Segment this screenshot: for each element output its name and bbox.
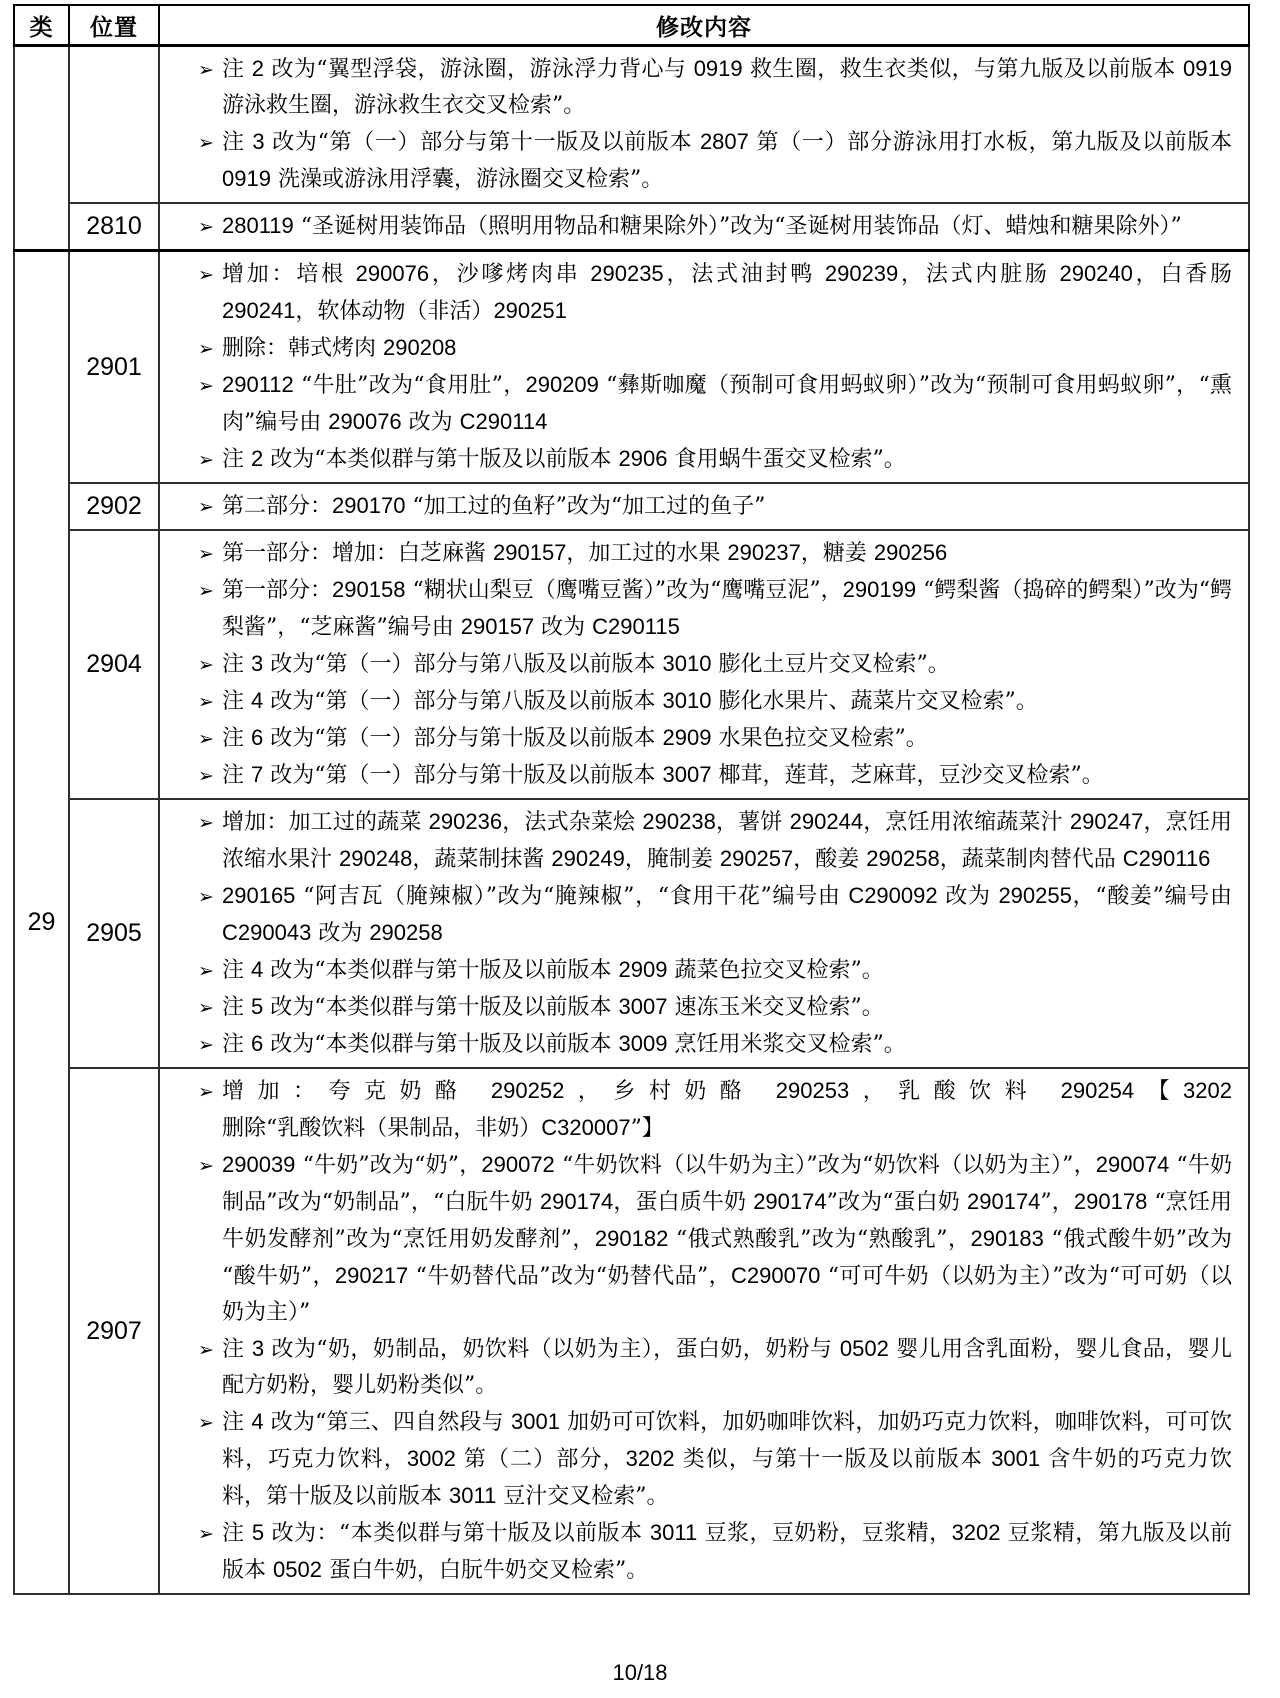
code-number: 5	[251, 994, 264, 1019]
bullet-text: 注 4 改为“第（一）部分与第八版及以前版本 3010 膨化水果片、蔬菜片交叉检索”。	[222, 688, 1038, 714]
position-cell: 2902	[69, 483, 159, 530]
code-number: 290158	[332, 577, 406, 602]
code-number: 290240	[1059, 261, 1133, 286]
arrow-bullet-icon: ➢	[198, 1523, 214, 1545]
bullet-item	[160, 535, 1232, 572]
code-number: 2909	[618, 957, 668, 982]
bullet-item	[160, 256, 1232, 330]
code-number: 3009	[618, 1031, 668, 1056]
bullet-item	[160, 51, 1232, 124]
code-number: 2906	[618, 446, 668, 471]
code-number: 3	[252, 129, 265, 154]
code-number: 290170	[332, 493, 406, 518]
bullet-text: 注 4 改为“第三、四自然段与 3001 加奶可可饮料，加奶咖啡饮料，加奶巧克力饮料，咖啡饮料，可可饮料，巧克力饮料，3002 第（二）部分，3202 类似，与第十一版及以前版本 3001 含牛奶的巧克力饮料，第十版及以前版本 3011 豆汁交叉检索”。	[222, 1409, 1233, 1509]
code-number: 6	[251, 1031, 264, 1056]
code-number: 290217	[334, 1263, 409, 1288]
code-number: 290199	[842, 577, 917, 602]
bullet-item	[160, 1515, 1232, 1589]
arrow-bullet-icon: ➢	[198, 997, 214, 1019]
code-number: C290043	[222, 920, 312, 945]
arrow-bullet-icon: ➢	[198, 728, 214, 750]
code-number: 2807	[699, 129, 749, 154]
bullet-text: 第二部分：290170 “加工过的鱼籽”改为“加工过的鱼子”	[222, 493, 766, 519]
code-number: 290249	[551, 846, 625, 871]
bullet-item	[160, 1073, 1232, 1147]
code-number: 290252	[490, 1078, 565, 1103]
bullet-item	[160, 878, 1232, 952]
code-number: 3010	[662, 688, 712, 713]
code-number: 290209	[525, 372, 599, 397]
code-number: 3	[251, 1336, 265, 1361]
bullet-item	[160, 367, 1232, 441]
code-number: 3010	[662, 651, 712, 676]
arrow-bullet-icon: ➢	[198, 765, 214, 787]
table-row	[14, 251, 1249, 484]
code-number: 2909	[662, 725, 712, 750]
code-number: 3202	[625, 1446, 675, 1471]
arrow-bullet-icon: ➢	[198, 1155, 214, 1177]
bullet-item	[160, 646, 1232, 683]
bullet-item	[160, 441, 1232, 478]
code-number: C290070	[731, 1263, 821, 1288]
code-number: 290174	[539, 1189, 614, 1214]
content-cell	[159, 799, 1249, 1068]
bullet-text: 第一部分：290158 “糊状山梨豆（鹰嘴豆酱）”改为“鹰嘴豆泥”，290199 “鳄梨酱（捣碎的鳄梨）”改为“鳄梨酱”，“芝麻酱”编号由 290157 改为 C290115	[222, 577, 1232, 640]
header-position: 位置	[69, 5, 159, 46]
bullet-item	[160, 1026, 1232, 1063]
position-cell	[69, 46, 159, 204]
code-number: 3011	[649, 1520, 698, 1545]
content-cell	[159, 46, 1249, 204]
code-number: 290174	[753, 1189, 827, 1214]
bullet-item	[160, 124, 1232, 198]
code-number: 0502	[839, 1336, 889, 1361]
position-cell: 2901	[69, 251, 159, 484]
arrow-bullet-icon: ➢	[198, 886, 214, 908]
code-number: 290248	[339, 846, 413, 871]
arrow-bullet-icon: ➢	[198, 449, 214, 471]
bullet-text: 290165 “阿吉瓦（腌辣椒）”改为“腌辣椒”，“食用干花”编号由 C290092 改为 290255，“酸姜”编号由 C290043 改为 290258	[222, 883, 1232, 946]
table-header-row	[14, 5, 1249, 46]
bullet-item	[160, 330, 1232, 367]
class-section	[14, 46, 1249, 251]
arrow-bullet-icon: ➢	[198, 543, 214, 565]
code-number: 6	[251, 725, 264, 750]
arrow-bullet-icon: ➢	[198, 1081, 214, 1103]
position-cell: 2810	[69, 203, 159, 251]
bullet-text: 第一部分：增加：白芝麻酱 290157，加工过的水果 290237，糖姜 290256	[222, 540, 948, 566]
code-number: 2	[251, 56, 265, 81]
content-cell	[159, 530, 1249, 799]
code-number: 290076	[328, 409, 402, 434]
arrow-bullet-icon: ➢	[198, 960, 214, 982]
code-number: 3001	[511, 1409, 560, 1434]
code-number: 3007	[662, 762, 712, 787]
code-number: 290076	[355, 261, 430, 286]
bullet-text: 注 5 改为“本类似群与第十版及以前版本 3007 速冻玉米交叉检索”。	[222, 994, 884, 1020]
table-row	[14, 530, 1249, 799]
code-number: 290257	[719, 846, 794, 871]
code-number: 290208	[383, 335, 457, 360]
bullet-item	[160, 952, 1232, 989]
code-number: 0502	[273, 1557, 322, 1582]
code-number: 290253	[775, 1078, 850, 1103]
bullet-item	[160, 683, 1232, 720]
bullet-text: 注 3 改为“第（一）部分与第八版及以前版本 3010 膨化土豆片交叉检索”。	[222, 651, 950, 677]
code-number: 290112	[222, 372, 294, 397]
code-number: 290254	[1060, 1078, 1135, 1103]
page-number: 10/18	[612, 1660, 668, 1685]
code-number: 290237	[727, 540, 801, 565]
bullet-item	[160, 1404, 1232, 1515]
bullet-text: 注 2 改为“翼型浮袋，游泳圈，游泳浮力背心与 0919 救生圈，救生衣类似，与第九版及以前版本 0919 游泳救生圈，游泳救生衣交叉检索”。	[222, 56, 1232, 118]
code-number: 290182	[594, 1226, 669, 1251]
bullet-item	[160, 989, 1232, 1026]
bullet-text: 290039 “牛奶”改为“奶”，290072 “牛奶饮料（以牛奶为主）”改为“奶饮料（以奶为主）”，290074 “牛奶制品”改为“奶制品”，“白朊牛奶 290174，蛋白质牛奶 290174”改为“蛋白奶 290174”，290178 “烹饪用牛奶发酵剂”改为“烹饪用奶发酵剂”，290182 “俄式熟酸乳”改为“熟酸乳”，290183 “俄式酸牛奶”改为“酸牛奶”，290217 “牛奶替代品”改为“奶替代品”，C290070 “可可牛奶（以奶为主）”改为“可可奶（以奶为主）”	[222, 1152, 1233, 1325]
bullet-item	[160, 1147, 1232, 1331]
bullet-text: 注 6 改为“第（一）部分与第十版及以前版本 2909 水果色拉交叉检索”。	[222, 725, 928, 751]
bullet-text: 增加：加工过的蔬菜 290236，法式杂菜烩 290238，薯饼 290244，烹饪用浓缩蔬菜汁 290247，烹饪用浓缩水果汁 290248，蔬菜制抹酱 290249，腌制姜 290257，酸姜 290258，蔬菜制肉替代品 C290116	[222, 809, 1232, 872]
code-number: 290178	[1073, 1189, 1148, 1214]
code-number: 3007	[618, 994, 668, 1019]
bullet-text: 290112 “牛肚”改为“食用肚”，290209 “彝斯咖魔（预制可食用蚂蚁卵）”改为“预制可食用蚂蚁卵”，“熏肉”编号由 290076 改为 C290114	[222, 372, 1232, 435]
bullet-text: 注 2 改为“本类似群与第十版及以前版本 2906 食用蜗牛蛋交叉检索”。	[222, 446, 906, 472]
code-number: 4	[251, 688, 264, 713]
bullet-item	[160, 757, 1232, 794]
content-cell	[159, 203, 1249, 251]
arrow-bullet-icon: ➢	[198, 691, 214, 713]
code-number: 290157	[460, 614, 535, 639]
code-number: 0919	[1183, 56, 1232, 81]
bullet-text: 注 6 改为“本类似群与第十版及以前版本 3009 烹饪用米浆交叉检索”。	[222, 1031, 906, 1057]
code-number: 290244	[789, 809, 864, 834]
content-cell	[159, 1068, 1249, 1594]
bullet-text: 注 4 改为“本类似群与第十版及以前版本 2909 蔬菜色拉交叉检索”。	[222, 957, 884, 983]
code-number: 290251	[493, 298, 567, 323]
arrow-bullet-icon: ➢	[198, 59, 214, 81]
arrow-bullet-icon: ➢	[198, 1034, 214, 1056]
code-number: 290238	[642, 809, 716, 834]
code-number: 290239	[824, 261, 899, 286]
code-number: C290116	[1122, 846, 1211, 871]
code-number: 0919	[222, 166, 271, 191]
code-number: 290174	[967, 1189, 1041, 1214]
code-number: 290072	[481, 1152, 555, 1177]
code-number: 3	[251, 651, 264, 676]
code-number: 0919	[693, 56, 743, 81]
bullet-text: 注 7 改为“第（一）部分与第十版及以前版本 3007 椰茸，莲茸，芝麻茸，豆沙交叉检索”。	[222, 762, 1104, 788]
arrow-bullet-icon: ➢	[198, 580, 214, 602]
bullet-text: 注 5 改为：“本类似群与第十版及以前版本 3011 豆浆，豆奶粉，豆浆精，3202 豆浆精，第九版及以前版本 0502 蛋白牛奶，白朊牛奶交叉检索”。	[222, 1520, 1232, 1583]
header-class: 类	[14, 5, 69, 46]
arrow-bullet-icon: ➢	[198, 264, 214, 286]
bullet-item	[160, 1331, 1232, 1404]
arrow-bullet-icon: ➢	[198, 1412, 214, 1434]
arrow-bullet-icon: ➢	[198, 132, 214, 154]
code-number: 290235	[590, 261, 664, 286]
header-content: 修改内容	[159, 5, 1249, 46]
code-number: 290255	[998, 883, 1072, 908]
bullet-text: 增加：夸克奶酪 290252，乡村奶酪 290253，乳酸饮料 290254【3202 删除“乳酸饮料（果制品，非奶）C320007”】	[222, 1078, 1232, 1141]
bullet-item	[160, 572, 1232, 646]
arrow-bullet-icon: ➢	[198, 1339, 214, 1361]
modification-table	[13, 4, 1250, 1595]
code-number: 3002	[406, 1446, 456, 1471]
code-number: 3202	[951, 1520, 1001, 1545]
code-number: 7	[251, 762, 264, 787]
bullet-text: 注 3 改为“第（一）部分与第十一版及以前版本 2807 第（一）部分游泳用打水板，第九版及以前版本 0919 洗澡或游泳用浮囊，游泳圈交叉检索”。	[222, 129, 1232, 192]
code-number: 290236	[428, 809, 503, 834]
arrow-bullet-icon: ➢	[198, 216, 214, 238]
table-row	[14, 203, 1249, 251]
code-number: 290183	[970, 1226, 1044, 1251]
code-number: C290114	[459, 409, 548, 434]
code-number: 3011	[449, 1483, 497, 1508]
code-number: 3001	[991, 1446, 1041, 1471]
code-number: 290241	[222, 298, 296, 323]
arrow-bullet-icon: ➢	[198, 375, 214, 397]
code-number: C320007	[541, 1115, 631, 1140]
bullet-item	[160, 804, 1232, 878]
arrow-bullet-icon: ➢	[198, 496, 214, 518]
arrow-bullet-icon: ➢	[198, 338, 214, 360]
code-number: 5	[251, 1520, 265, 1545]
code-number: 290247	[1069, 809, 1144, 834]
class-cell	[14, 46, 69, 251]
code-number: 280119	[222, 213, 294, 238]
code-number: 290256	[873, 540, 948, 565]
table-row	[14, 1068, 1249, 1594]
code-number: C290092	[848, 883, 938, 908]
position-cell: 2907	[69, 1068, 159, 1594]
class-section	[14, 251, 1249, 1595]
code-number: C290115	[592, 614, 680, 639]
table-row	[14, 483, 1249, 530]
bullet-text: 增加：培根 290076，沙嗲烤肉串 290235，法式油封鸭 290239，法式内脏肠 290240，白香肠 290241，软体动物（非活）290251	[222, 261, 1232, 324]
position-cell: 2905	[69, 799, 159, 1068]
code-number: 290258	[866, 846, 940, 871]
arrow-bullet-icon: ➢	[198, 812, 214, 834]
code-number: 290039	[222, 1152, 296, 1177]
bullet-text: 删除：韩式烤肉 290208	[222, 335, 457, 361]
code-number: 2	[251, 446, 264, 471]
content-cell	[159, 251, 1249, 484]
position-cell: 2904	[69, 530, 159, 799]
code-number: 3202	[1183, 1078, 1232, 1103]
code-number: 290165	[222, 883, 296, 908]
code-number: 290074	[1095, 1152, 1170, 1177]
code-number: 4	[251, 1409, 264, 1434]
code-number: 290258	[369, 920, 443, 945]
bullet-text: 注 3 改为“奶，奶制品，奶饮料（以奶为主），蛋白奶，奶粉与 0502 婴儿用含乳面粉，婴儿食品，婴儿配方奶粉，婴儿奶粉类似”。	[222, 1336, 1232, 1398]
bullet-text: 280119 “圣诞树用装饰品（照明用物品和糖果除外）”改为“圣诞树用装饰品（灯、蜡烛和糖果除外）”	[222, 213, 1182, 239]
content-cell	[159, 483, 1249, 530]
class-cell: 29	[14, 251, 69, 1595]
code-number: 4	[251, 957, 264, 982]
bullet-item	[160, 488, 1232, 525]
bullet-item	[160, 720, 1232, 757]
code-number: 290157	[493, 540, 567, 565]
table-row	[14, 799, 1249, 1068]
bullet-item	[160, 208, 1232, 245]
table-row	[14, 46, 1249, 204]
arrow-bullet-icon: ➢	[198, 654, 214, 676]
